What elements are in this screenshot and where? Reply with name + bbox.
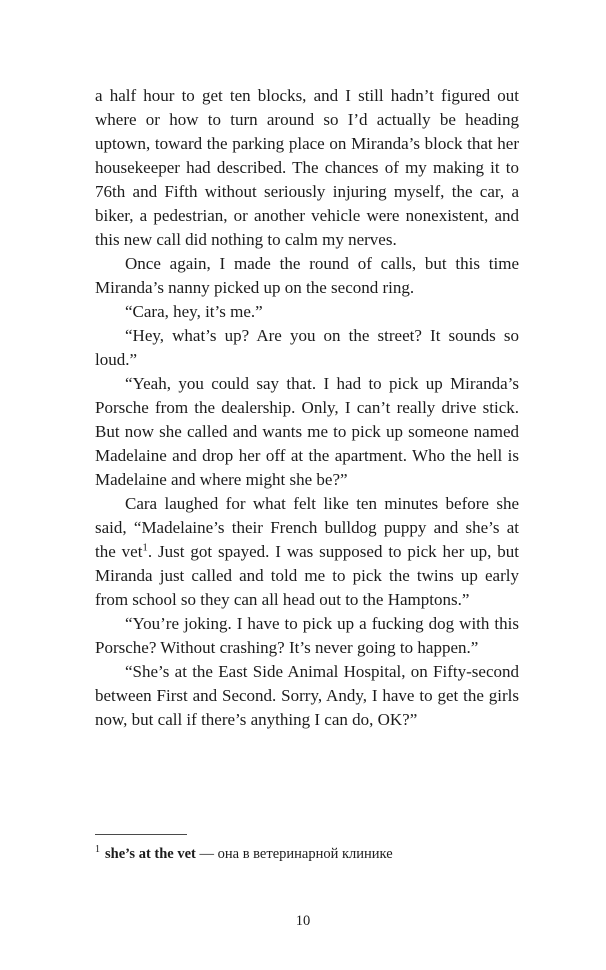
page-number: 10 [295,913,311,929]
footnote-term: she’s at the vet [105,846,196,862]
footnote [95,844,519,864]
paragraph: “Cara, hey, it’s me.” [125,302,263,321]
paragraph: “She’s at the East Side Animal Hospital, on Fifty-second between First and Second. Sorry, Andy, I have to get the girls now, but call if there’s anything I can do, OK?” [95,662,519,729]
paragraph: “Hey, what’s up? Are you on the street? It sounds so loud.” [95,326,519,369]
paragraph: Once again, I made the round of calls, but this time Miranda’s nanny picked up on the second ring. [95,254,519,297]
paragraph-with-footnote [95,492,519,612]
footnote-section [95,834,519,864]
footnote-divider [95,834,187,835]
paragraph: “You’re joking. I have to pick up a fucking dog with this Porsche? Without crashing? It’s never going to happen.” [95,614,519,657]
footnote-reference: 1 [142,541,148,554]
page-text [95,84,519,732]
paragraph-text: Cara laughed for what felt like ten minutes before she said, “Madelaine’s their French bulldog puppy and she’s at the vet [95,494,519,561]
paragraph: “Yeah, you could say that. I had to pick up Miranda’s Porsche from the dealership. Only, I can’t really drive stick. But now she called and wants me to pick up someone named Madelaine and drop her off at the apartment. Who the hell is Madelaine and where might she be?” [95,374,519,489]
footnote-marker: 1 [95,844,100,856]
paragraph-text: . Just got spayed. I was supposed to pick her up, but Miranda just called and told me to pick the twins up early from school so they can all head out to the Hamptons.” [95,542,519,609]
paragraph: a half hour to get ten blocks, and I still hadn’t figured out where or how to turn around so I’d actually be heading uptown, toward the parking place on Miranda’s block that her housekeeper had described. The chances of my making it to 76th and Fifth without seriously injuring myself, the car, a biker, a pedestrian, or another vehicle were nonexistent, and this new call did nothing to calm my nerves. [95,86,519,249]
footnote-translation: — она в ветеринарной клинике [195,846,393,862]
